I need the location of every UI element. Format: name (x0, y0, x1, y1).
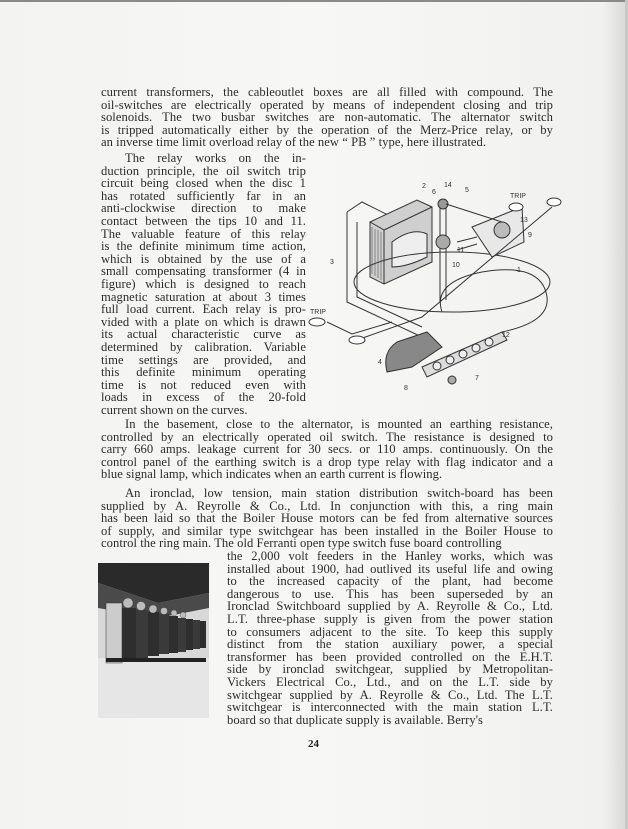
text-line: board so that duplicate supply is available. Berry's (227, 712, 483, 727)
text-line: An ironclad, low tension, main station distribution switch-board has been (125, 486, 553, 500)
text-line: anti-clockwise direction to make (101, 201, 306, 216)
text-line: is the definite minimum time action, (101, 239, 306, 254)
text-line: side by ironclad switchgear, supplied by Metropolitan- (227, 662, 553, 677)
text-line: loads in excess of the 20-fold (101, 390, 306, 405)
text-line: switchgear supplied by A. Reyrolle & Co., Ltd. The L.T. (227, 687, 553, 702)
page-top-edge (0, 0, 628, 2)
paragraph-ironclad-switchboard (101, 487, 553, 550)
text-line: installed about 1900, had outlived its useful life and owing (227, 561, 553, 576)
text-line: L.T. three-phase supply is given from the power station (227, 611, 553, 626)
text-line: is tripped automatically either by the operation of the Merz-Price relay, or by (101, 122, 553, 137)
text-line: dangerous to use. This has been superseded by an (227, 586, 553, 601)
text-line: transformer has been provided controlled on the E.H.T. (227, 649, 553, 664)
label-12: 12 (502, 332, 510, 339)
text-line: of supply, and similar type switchgear has been installed in the Boiler House to (101, 523, 553, 538)
label-4: 4 (378, 359, 382, 366)
text-line: oil-switches are electrically operated by means of independent closing and trip (101, 97, 553, 112)
text-line: The valuable feature of this relay (101, 226, 306, 241)
text-line: determined by calibration. Variable (101, 339, 306, 354)
text-line: Vickers Electrical Co., Ltd., and on the L.T. side by (227, 674, 553, 689)
text-line: In the basement, close to the alternator, is mounted an earthing resistance, (125, 417, 553, 431)
paragraph-basement-earthing (101, 418, 553, 481)
diagram-loop (440, 270, 547, 332)
text-line: has been laid so that the Boiler House motors can be fed from alternative sources (101, 511, 553, 526)
label-13: 13 (520, 217, 528, 224)
label-10: 10 (452, 262, 460, 269)
text-line: full load current. Each relay is pro- (101, 302, 306, 317)
text-line: time is not reduced even with (101, 377, 306, 392)
relay-diagram (302, 172, 570, 400)
text-line: to consumers adjacent to the site. To keep this supply (227, 624, 553, 639)
label-3: 3 (330, 259, 334, 266)
diagram-shaft (440, 200, 446, 302)
text-line: duction principle, the oil switch trip (101, 163, 306, 178)
text-line: its actual characteristic curve as (101, 327, 306, 342)
label-9: 9 (528, 232, 532, 239)
text-line: contact between the tips 10 and 11. (101, 213, 306, 228)
label-trip-top: TRIP (510, 193, 526, 200)
label-8: 8 (404, 385, 408, 392)
text-line: Ironclad Switchboard supplied by A. Reyrolle & Co., Ltd. (227, 599, 553, 614)
text-line: control panel of the earthing switch is a drop type relay with flag indicator and a (101, 454, 553, 469)
text-line: magnetic saturation at about 3 times (101, 289, 306, 304)
text-line: has rotated sufficiently far in an (101, 188, 306, 203)
text-line: switchgear is interconnected with the main station L.T. (227, 700, 553, 715)
text-line: controlled by an electrically operated oil switch. The resistance is designed to (101, 429, 553, 444)
text-line: this definite minimum operating (101, 365, 306, 380)
label-2: 2 (422, 183, 426, 190)
text-line: figure) which is designed to reach (101, 276, 306, 291)
text-line: The relay works on the in- (125, 151, 306, 165)
text-line: current shown on the curves. (101, 402, 248, 417)
label-6: 6 (432, 189, 436, 196)
text-line: which is obtained by the use of a (101, 251, 306, 266)
text-line: control the ring main. The old Ferranti open type switch fuse board controlling (101, 536, 502, 551)
text-line: an inverse time limit overload relay of the new “ PB ” type, here illustrated. (101, 135, 487, 150)
label-5: 5 (465, 187, 469, 194)
label-11: 11 (457, 247, 465, 254)
text-line: the 2,000 volt feeders in the Hanley works, which was (227, 549, 553, 563)
switchboard-photo (98, 563, 209, 718)
text-line: carry 660 amps. leakage current for 30 secs. or 110 amps. continuously. On the (101, 442, 553, 457)
paragraph-ferranti-replacement (227, 550, 553, 726)
text-line: current transformers, the cableoutlet boxes are all filled with compound. The (101, 85, 553, 99)
text-line: vided with a plate on which is drawn (101, 314, 306, 329)
text-line: solenoids. The two busbar switches are non-automatic. The alternator switch (101, 110, 553, 125)
text-line: circuit being closed when the disc 1 (101, 176, 306, 191)
text-line: to the increased capacity of the plant, had become (227, 574, 553, 589)
paragraph-relay-principle (101, 152, 306, 416)
label-7: 7 (475, 375, 479, 382)
paragraph-current-transformers (101, 86, 553, 149)
text-line: supplied by A. Reyrolle & Co., Ltd. In conjunction with this, a ring main (101, 498, 553, 513)
label-14: 14 (444, 182, 452, 189)
label-1: 1 (517, 267, 521, 274)
label-trip-left: TRIP (310, 309, 326, 316)
text-line: time settings are provided, and (101, 352, 306, 367)
text-line: distinct from the station auxiliary power, a special (227, 637, 553, 652)
text-line: blue signal lamp, which indicates when an earth current is flowing. (101, 467, 443, 482)
text-line: small compensating transformer (4 in (101, 264, 306, 279)
page-number: 24 (308, 738, 319, 750)
